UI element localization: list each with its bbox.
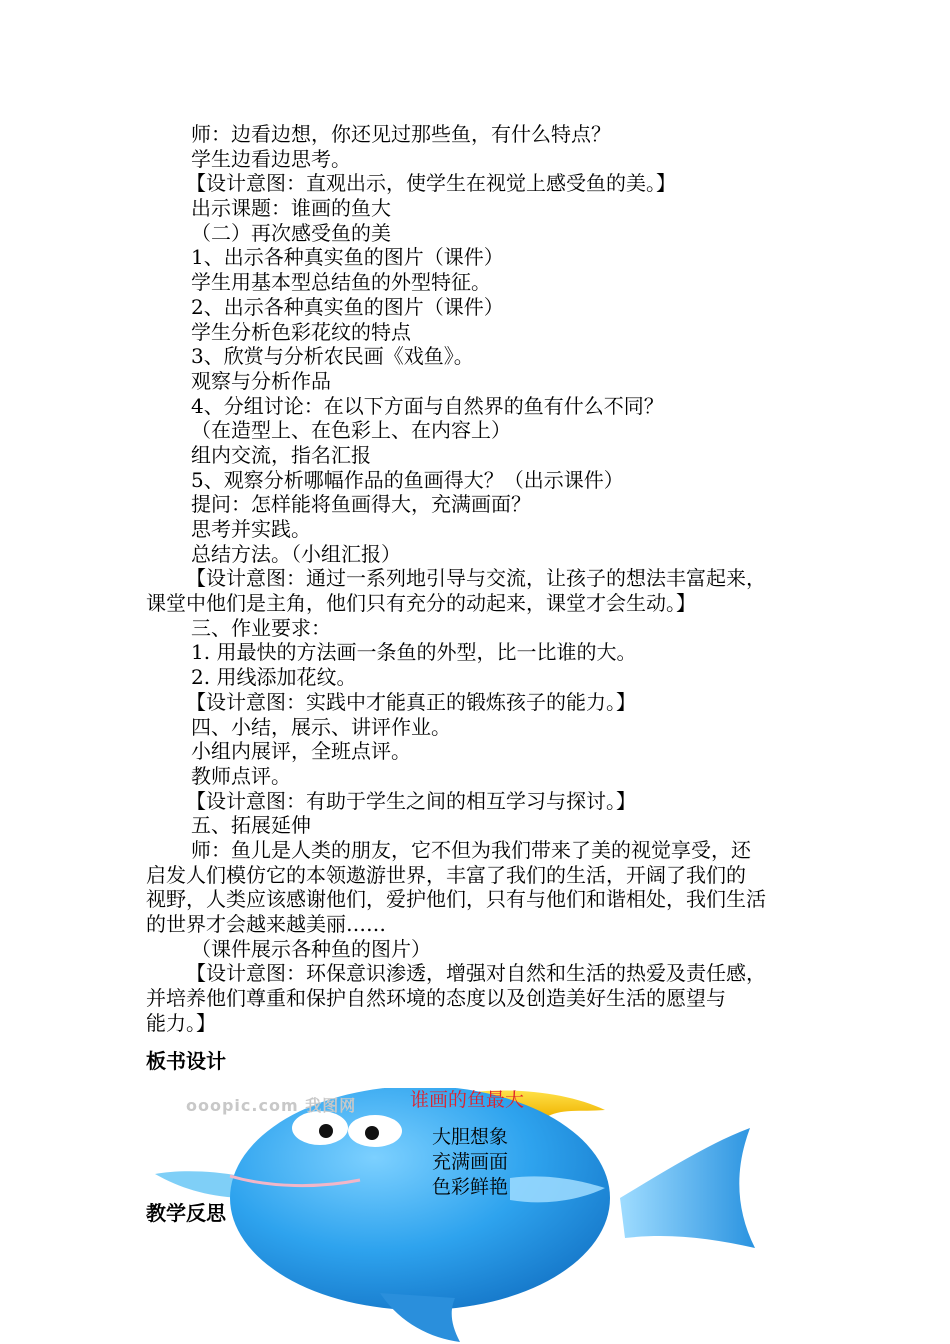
text-line: 五、拓展延伸 xyxy=(191,813,311,838)
text-line: （课件展示各种鱼的图片） xyxy=(191,936,431,961)
text-line: 1、出示各种真实鱼的图片（课件） xyxy=(191,245,504,270)
text-line: （二）再次感受鱼的美 xyxy=(191,220,391,245)
board-item: 色彩鲜艳 xyxy=(432,1176,509,1198)
text-line: （在造型上、在色彩上、在内容上） xyxy=(191,418,511,443)
text-line: 学生用基本型总结鱼的外型特征。 xyxy=(191,270,491,295)
text-line: 【设计意图：实践中才能真正的锻炼孩子的能力。】 xyxy=(186,689,636,714)
text-line: 思考并实践。 xyxy=(191,517,311,541)
text-line: 学生分析色彩花纹的特点 xyxy=(191,319,411,344)
watermark: ooopic.com 我图网 xyxy=(186,1096,357,1115)
text-line: 【设计意图：直观出示，使学生在视觉上感受鱼的美。】 xyxy=(186,171,676,196)
text-line: 总结方法。（小组汇报） xyxy=(191,541,401,566)
text-line: 出示课题：谁画的鱼大 xyxy=(191,196,391,221)
text-line: 的世界才会越来越美丽…… xyxy=(146,912,386,936)
text-line: 师：边看边想，你还见过那些鱼，有什么特点？ xyxy=(191,122,611,146)
text-line: 课堂中他们是主角，他们只有充分的动起来，课堂才会生动。】 xyxy=(146,591,696,616)
text-line: 2、出示各种真实鱼的图片（课件） xyxy=(191,294,504,319)
board-design-heading: 板书设计 xyxy=(146,1049,226,1073)
text-line: 学生边看边思考。 xyxy=(191,146,351,171)
reflection-heading: 教学反思 xyxy=(146,1201,226,1225)
text-line: 启发人们模仿它的本领遨游世界，丰富了我们的生活，开阔了我们的 xyxy=(146,862,746,887)
lesson-text xyxy=(146,122,816,1035)
text-line: 视野，人类应该感谢他们，爱护他们，只有与他们和谐相处，我们生活 xyxy=(146,887,766,912)
text-line: 观察与分析作品 xyxy=(191,368,331,393)
text-line: 【设计意图：环保意识渗透，增强对自然和生活的热爱及责任感， xyxy=(186,961,766,986)
text-line: 2. 用线添加花纹。 xyxy=(191,665,357,690)
text-line: 【设计意图：通过一系列地引导与交流，让孩子的想法丰富起来， xyxy=(186,566,766,591)
text-line: 能力。】 xyxy=(146,1010,216,1035)
text-line: 师：鱼儿是人类的朋友，它不但为我们带来了美的视觉享受，还 xyxy=(191,837,751,862)
text-line: 组内交流，指名汇报 xyxy=(191,442,371,467)
bottom-fin xyxy=(380,1293,460,1342)
text-line: 提问：怎样能将鱼画得大，充满画面？ xyxy=(191,492,531,517)
text-line: 小组内展评，全班点评。 xyxy=(191,739,411,764)
text-line: 【设计意图：有助于学生之间的相互学习与探讨。】 xyxy=(186,788,636,813)
board-item: 大胆想象 xyxy=(432,1126,509,1148)
board-item: 充满画面 xyxy=(432,1151,509,1173)
text-line: 四、小结，展示、讲评作业。 xyxy=(191,714,451,739)
text-line: 4、分组讨论：在以下方面与自然界的鱼有什么不同？ xyxy=(191,393,664,418)
board-title: 谁画的鱼最大 xyxy=(410,1089,525,1111)
text-line: 三、作业要求： xyxy=(191,615,331,640)
text-line: 并培养他们尊重和保护自然环境的态度以及创造美好生活的愿望与 xyxy=(146,986,726,1011)
text-line: 教师点评。 xyxy=(191,763,291,788)
text-line: 3、欣赏与分析农民画《戏鱼》。 xyxy=(191,344,474,369)
side-fin-left xyxy=(155,1171,240,1198)
text-line: 1. 用最快的方法画一条鱼的外型，比一比谁的大。 xyxy=(191,640,637,665)
text-line: 5、观察分析哪幅作品的鱼画得大？（出示课件） xyxy=(191,467,624,492)
tail-fin xyxy=(620,1128,755,1248)
